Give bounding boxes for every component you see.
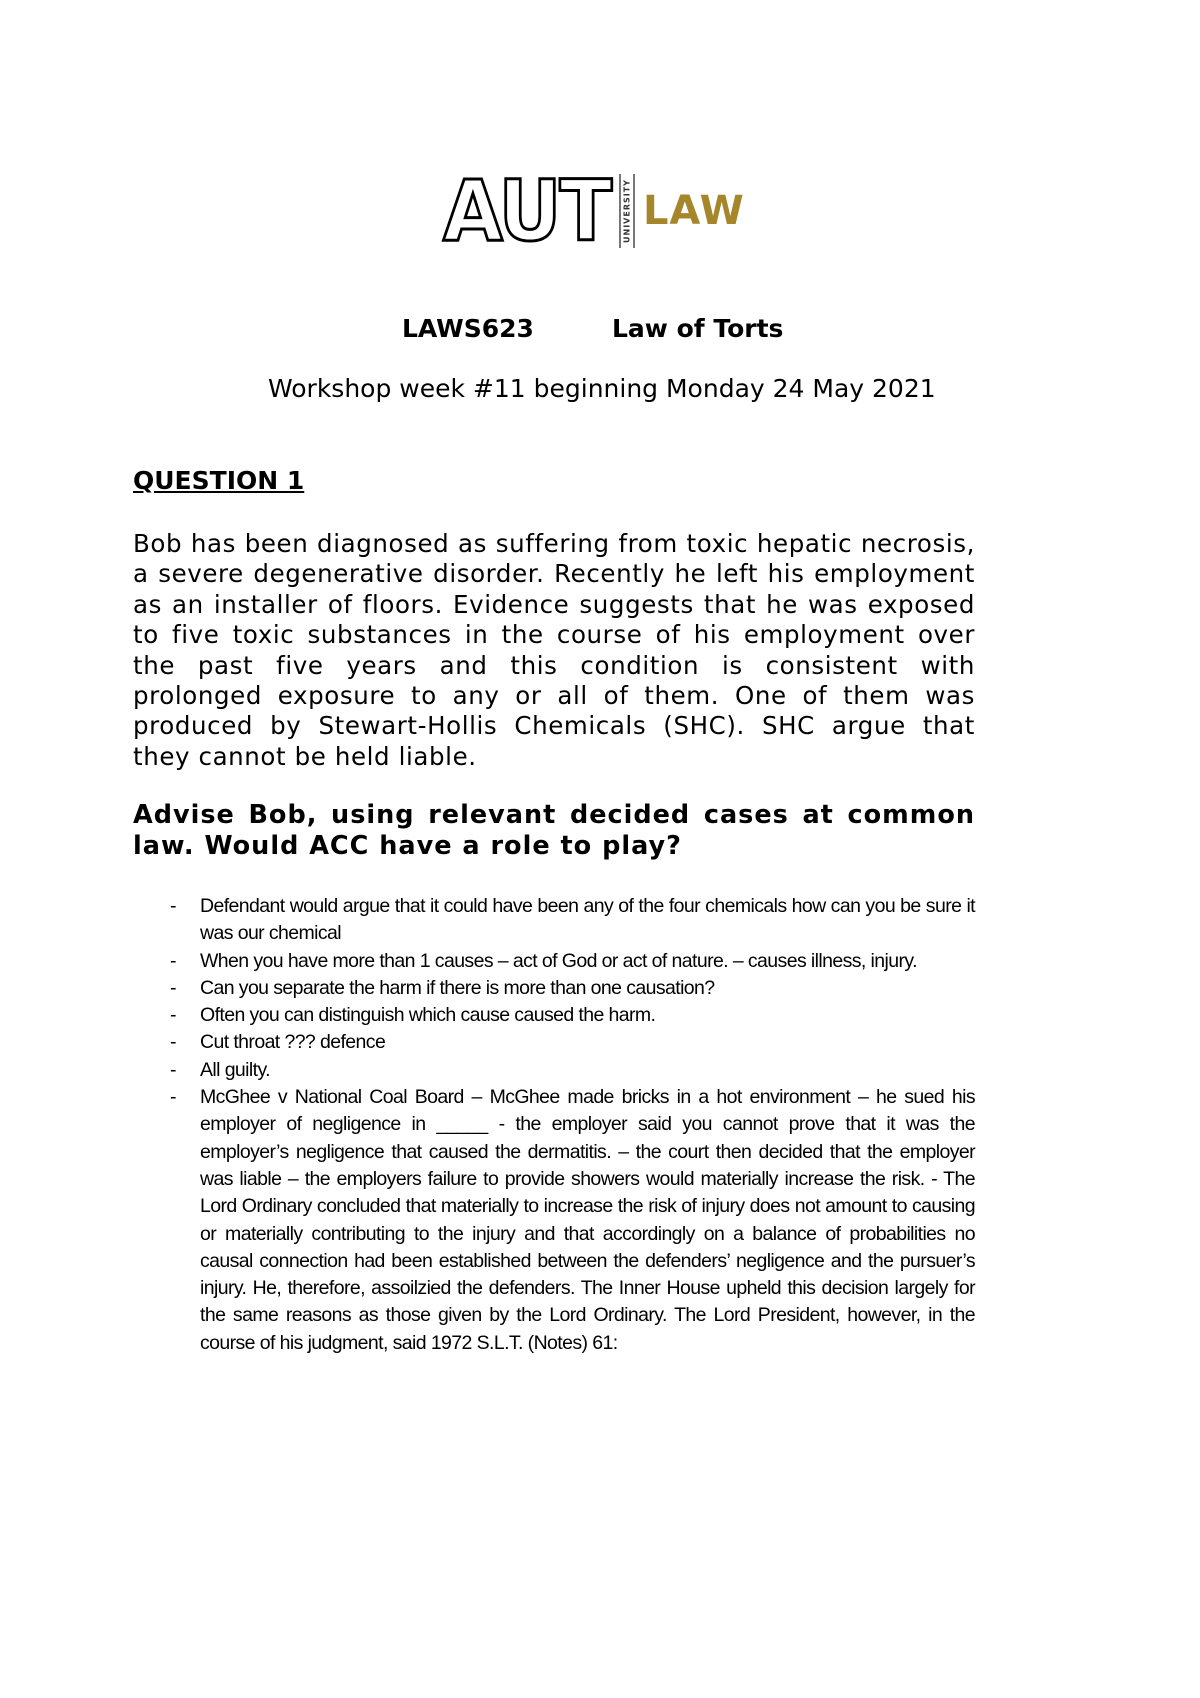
- logo-law: LAW: [642, 188, 745, 234]
- list-item: [170, 1029, 975, 1056]
- question-heading: QUESTION 1: [133, 466, 305, 495]
- bullet-dash: -: [170, 895, 176, 917]
- list-item: [170, 1084, 975, 1357]
- bullet-dash: -: [170, 949, 176, 972]
- list-item-text: Often you can distinguish which cause caused the harm.: [200, 1004, 656, 1027]
- list-item: [170, 948, 975, 975]
- list-item-text: Can you separate the harm if there is more than one causation?: [200, 976, 715, 999]
- list-item-text: Defendant would argue that it could have been any of the four chemicals how can you be sure it was our chemical: [200, 895, 975, 945]
- question-scenario: Bob has been diagnosed as suffering from toxic hepatic necrosis, a severe degenerative disorder. Recently he left his employment as an installer of floors. Evidence suggests that he was exposed to five toxic substances in the course of his employment over the past five years and this condition is consistent with prolonged exposure to any or all of them. One of them was produced by Stewart-Hollis Chemicals (SHC). SHC argue that they cannot be held liable.: [133, 529, 975, 771]
- logo-divider: [619, 174, 635, 248]
- question-prompt: Advise Bob, using relevant decided cases at common law. Would ACC have a role to play?: [133, 800, 975, 861]
- logo-aut: AUT: [443, 162, 611, 260]
- bullet-dash: -: [170, 1086, 176, 1109]
- aut-law-logo: [443, 162, 745, 260]
- list-item: [170, 1002, 975, 1029]
- bullet-dash: -: [170, 976, 176, 999]
- course-code: LAWS623: [402, 314, 534, 343]
- logo-university: UNIVERSITY: [622, 179, 632, 243]
- notes-list: [170, 893, 975, 1357]
- list-item: [170, 975, 975, 1002]
- bullet-dash: -: [170, 1058, 176, 1081]
- workshop-subtitle: Workshop week #11 beginning Monday 24 May 2021: [268, 374, 936, 403]
- list-item: [170, 893, 975, 948]
- list-item-text: Cut throat ??? defence: [200, 1031, 386, 1054]
- list-item-text: When you have more than 1 causes – act of God or act of nature. – causes illness, injury.: [200, 949, 917, 972]
- bullet-dash: -: [170, 1004, 176, 1027]
- list-item: [170, 1057, 975, 1084]
- list-item-text: McGhee v National Coal Board – McGhee made bricks in a hot environment – he sued his employer of negligence in _____ - the employer said you cannot prove that it was the employer’s negligence that caused the dermatitis. – the court then decided that the employer was liable – the employers failure to provide showers would materially increase the risk. - The Lord Ordinary concluded that materially to increase the risk of injury does not amount to causing or materially contributing to the injury and that accordingly on a balance of probabilities no causal connection had been established between the defenders’ negligence and the pursuer’s injury. He, therefore, assoilzied the defenders. The Inner House upheld this decision largely for the same reasons as those given by the Lord Ordinary. The Lord President, however, in the course of his judgment, said 1972 S.L.T. (Notes) 61:: [200, 1086, 975, 1354]
- bullet-dash: -: [170, 1031, 176, 1054]
- course-name: Law of Torts: [612, 314, 784, 343]
- list-item-text: All guilty.: [200, 1058, 270, 1081]
